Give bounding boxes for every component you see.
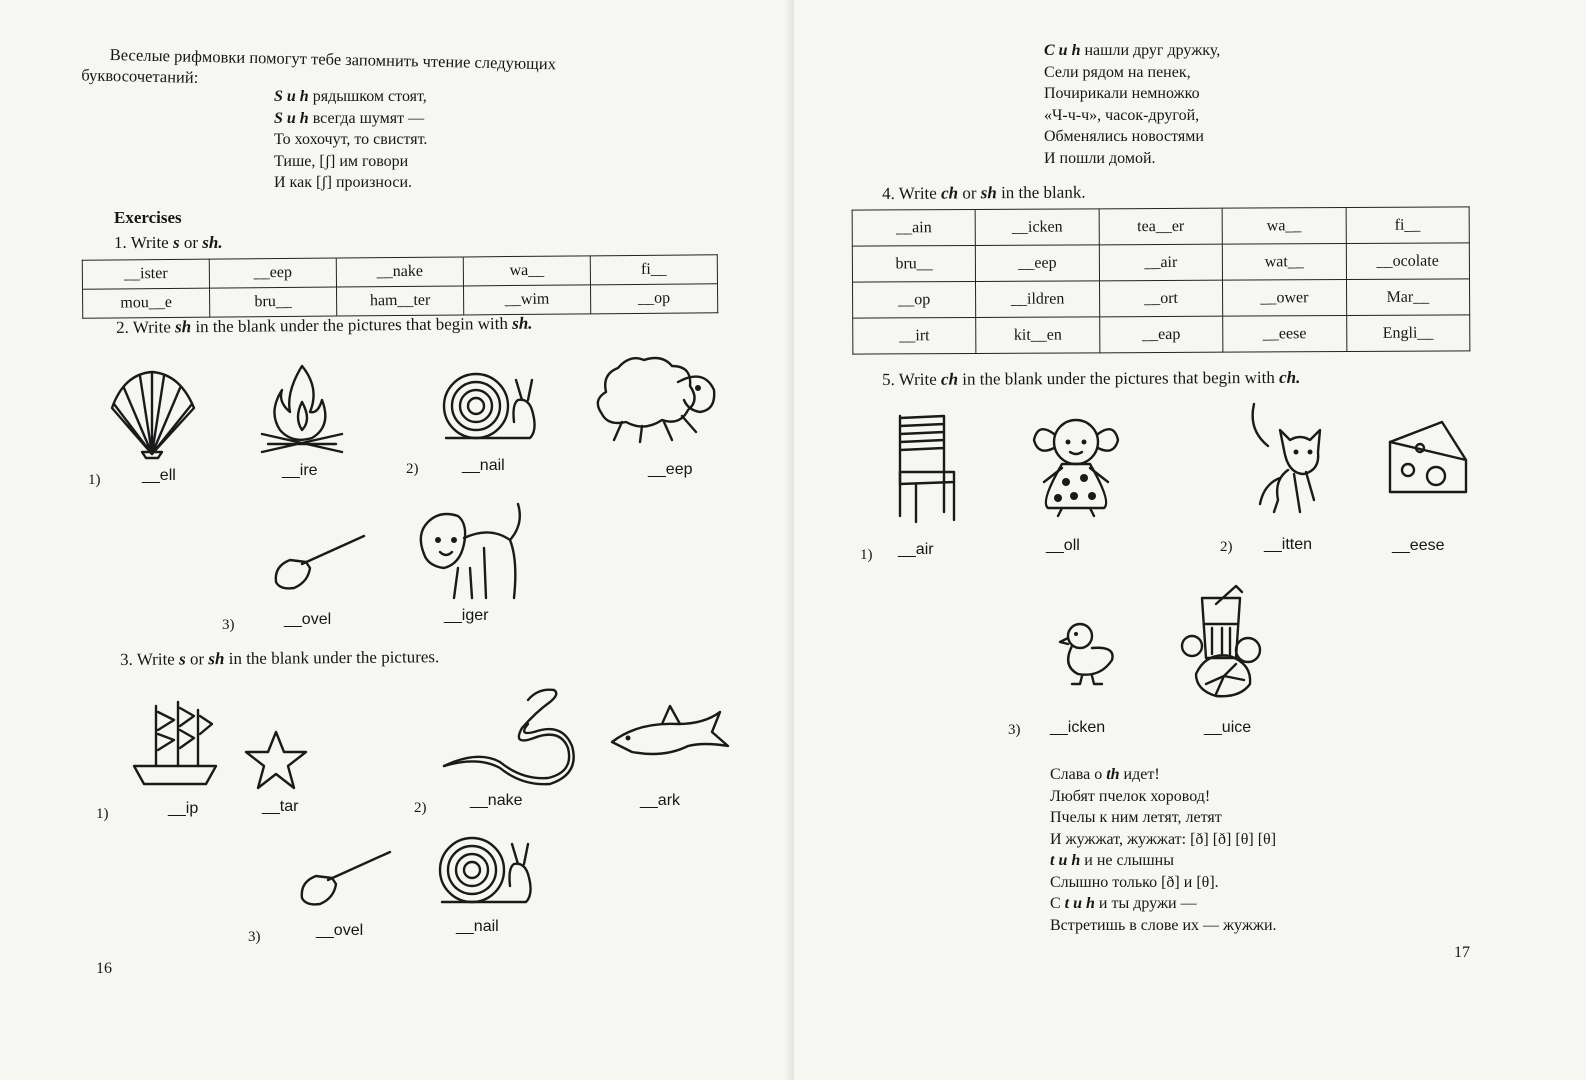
- table-cell: __ildren: [976, 281, 1100, 318]
- table-cell: __icken: [976, 209, 1100, 246]
- answer-blank: __ovel: [316, 922, 364, 939]
- star-icon: [244, 730, 308, 790]
- poem-text: и не слышны: [1084, 852, 1174, 869]
- exercise-3-title: [120, 647, 439, 670]
- poem-text: всегда шумят —: [312, 109, 425, 127]
- number-label: 3): [222, 617, 235, 633]
- answer-blank: __uice: [1204, 719, 1252, 736]
- table-cell: __ort: [1099, 280, 1223, 317]
- table-cell: __ocolate: [1346, 243, 1470, 280]
- ex-or: or: [183, 233, 199, 252]
- poem-text: С: [1050, 895, 1061, 912]
- answer-blank: __nail: [456, 918, 499, 935]
- table-cell: __op: [590, 284, 717, 314]
- fire-icon: [258, 362, 346, 458]
- number-label: 3): [248, 929, 261, 945]
- poem-line: [274, 86, 427, 108]
- table-row: [852, 207, 1469, 246]
- right-page: [794, 0, 1586, 1080]
- number-label: 2): [1220, 539, 1233, 555]
- ex-letter: ch: [940, 369, 959, 389]
- exercise-4-title: [882, 183, 1086, 204]
- exercise-5-title: [882, 368, 1300, 390]
- table-cell: fi__: [590, 255, 717, 285]
- poem-line: И жужжат, жужжат: [ð] [ð] [θ] [θ]: [1050, 830, 1277, 848]
- table-cell: mou__e: [83, 288, 210, 318]
- exercise-1-title: [114, 233, 223, 253]
- answer-blank: __iger: [444, 607, 489, 624]
- poem-line: [1044, 40, 1220, 62]
- shark-icon: [608, 702, 730, 762]
- table-cell: wat__: [1222, 244, 1346, 281]
- snake-icon: [438, 688, 578, 788]
- page-number: 17: [1454, 944, 1470, 961]
- number-label: 1): [96, 806, 109, 822]
- poem-line: Обменялись новостями: [1044, 128, 1204, 145]
- poem-line: Пчелы к ним летят, летят: [1050, 809, 1222, 826]
- table-cell: bru__: [210, 287, 337, 317]
- chick-icon: [1058, 620, 1120, 686]
- table-cell: __air: [1099, 244, 1223, 281]
- number-label: 2): [414, 800, 427, 816]
- ex-letter: sh.: [512, 313, 533, 333]
- ex-letter: s: [178, 649, 186, 669]
- snail-icon: [438, 834, 534, 912]
- answer-blank: __icken: [1050, 719, 1106, 736]
- poem-line: Тише, [ʃ] им говори: [274, 152, 409, 170]
- table-cell: __op: [853, 281, 977, 318]
- ex-text: in the blank.: [1000, 182, 1086, 203]
- snail-icon: [442, 370, 538, 448]
- answer-blank: __air: [898, 541, 934, 558]
- poem-text: рядышком стоят,: [312, 88, 427, 105]
- poem-letters: th: [1106, 766, 1120, 783]
- ex-letter: sh: [980, 183, 997, 203]
- exercise-2-title: [116, 314, 533, 338]
- answer-blank: __nail: [462, 457, 505, 474]
- ex-prefix: 3. Write: [120, 649, 175, 669]
- table-row: [853, 315, 1470, 354]
- ex-letter: ch: [940, 183, 959, 203]
- exercise-1-table: [82, 254, 718, 319]
- ex-letter: sh: [174, 317, 192, 337]
- ex-text: in the blank under the pictures that begin with: [962, 367, 1275, 389]
- table-cell: bru__: [852, 245, 976, 282]
- poem-line: Сели рядом на пенек,: [1044, 63, 1191, 81]
- ex-or: or: [189, 649, 205, 669]
- poem-c-h: [1044, 40, 1220, 169]
- table-cell: __eep: [976, 245, 1100, 282]
- ex-prefix: 2. Write: [116, 317, 171, 337]
- table-cell: __nake: [336, 257, 463, 287]
- table-cell: ham__ter: [337, 286, 464, 316]
- table-cell: Mar__: [1346, 279, 1470, 316]
- intro-line-2: буквосочетаний:: [81, 65, 199, 87]
- shovel-icon: [298, 848, 394, 908]
- chair-icon: [890, 412, 960, 524]
- poem-letters: t и h: [1064, 895, 1095, 912]
- answer-blank: __ire: [282, 462, 318, 479]
- table-cell: tea__er: [1099, 208, 1223, 245]
- table-cell: kit__en: [976, 317, 1100, 354]
- table-cell: wa__: [1222, 208, 1346, 245]
- ex-prefix: 4. Write: [882, 183, 937, 203]
- answer-blank: __eep: [648, 461, 693, 478]
- table-row: [853, 279, 1470, 318]
- intro-line-1: Веселые рифмовки помогут тебе запомнить чтение следующих: [109, 44, 557, 74]
- poem-line: [274, 108, 427, 130]
- poem-text: Слава о: [1050, 766, 1103, 783]
- table-cell: wa__: [463, 256, 590, 286]
- number-label: 3): [1008, 722, 1021, 738]
- poem-text: идет!: [1123, 766, 1160, 783]
- answer-blank: __ark: [640, 792, 681, 809]
- ex-letter: sh.: [202, 233, 223, 252]
- ex-text: in the blank under the pictures that begin with: [195, 313, 509, 337]
- answer-blank: __itten: [1264, 536, 1313, 553]
- table-cell: fi__: [1346, 207, 1470, 244]
- tiger-icon: [414, 494, 526, 606]
- sheep-icon: [592, 348, 720, 444]
- poem-letters: C и h: [1044, 42, 1081, 59]
- answer-blank: __ell: [142, 467, 176, 484]
- table-cell: __ower: [1223, 280, 1347, 317]
- poem-text: нашли друг дружку,: [1084, 42, 1221, 59]
- poem-letters: S и h: [274, 109, 309, 127]
- page-number: 16: [96, 960, 112, 977]
- shovel-icon: [272, 532, 368, 592]
- ex-prefix: 1. Write: [114, 233, 169, 252]
- poem-letters: S и h: [274, 88, 309, 105]
- table-cell: __eap: [1099, 316, 1223, 353]
- juice-icon: [1176, 584, 1272, 700]
- answer-blank: __eese: [1392, 537, 1445, 554]
- answer-blank: __ip: [168, 800, 199, 817]
- poem-line: [1050, 764, 1277, 786]
- poem-line: Встретишь в слове их — жужжи.: [1050, 916, 1277, 934]
- poem-s-h: [274, 86, 427, 194]
- poem-line: Почирикали немножко: [1044, 85, 1200, 102]
- answer-blank: __oll: [1046, 537, 1080, 554]
- ex-prefix: 5. Write: [882, 369, 937, 389]
- answer-blank: __ovel: [284, 611, 332, 628]
- table-row: [852, 243, 1469, 282]
- answer-blank: __nake: [470, 792, 523, 809]
- poem-line: «Ч-ч-ч», часок-другой,: [1044, 106, 1200, 124]
- doll-icon: [1028, 412, 1124, 518]
- poem-line: Слышно только [ð] и [θ].: [1050, 873, 1219, 891]
- number-label: 1): [860, 547, 873, 563]
- ex-or: or: [962, 183, 977, 203]
- table-cell: Engli__: [1346, 315, 1470, 352]
- poem-line: [1050, 850, 1277, 872]
- poem-line: То хохочут, то свистят.: [274, 131, 428, 148]
- poem-letters: t и h: [1050, 852, 1081, 869]
- poem-line: [1050, 893, 1277, 915]
- table-cell: __ain: [852, 209, 976, 246]
- table-cell: __eese: [1223, 316, 1347, 353]
- shell-icon: [106, 368, 198, 458]
- answer-blank: __tar: [262, 798, 299, 815]
- exercises-heading: Exercises: [114, 208, 182, 227]
- exercise-4-table: [852, 206, 1471, 354]
- ex-letter: s: [172, 233, 180, 252]
- table-cell: __eep: [209, 258, 336, 288]
- ex-text: in the blank under the pictures.: [228, 647, 440, 669]
- table-cell: __wim: [463, 285, 590, 315]
- table-cell: __ister: [82, 259, 209, 289]
- poem-line: И как [ʃ] произноси.: [274, 174, 413, 191]
- number-label: 1): [88, 472, 101, 488]
- poem-text: и ты дружи —: [1098, 895, 1197, 912]
- ex-letter: sh: [208, 649, 225, 669]
- cheese-icon: [1386, 418, 1470, 496]
- poem-th: [1050, 764, 1277, 936]
- kitten-icon: [1244, 400, 1328, 516]
- number-label: 2): [406, 461, 419, 477]
- ex-letter: ch.: [1279, 367, 1301, 387]
- table-row: [83, 284, 718, 319]
- table-cell: __irt: [853, 317, 977, 354]
- poem-line: И пошли домой.: [1044, 149, 1156, 167]
- poem-line: Любят пчелок хоровод!: [1050, 787, 1211, 805]
- ship-icon: [130, 700, 220, 788]
